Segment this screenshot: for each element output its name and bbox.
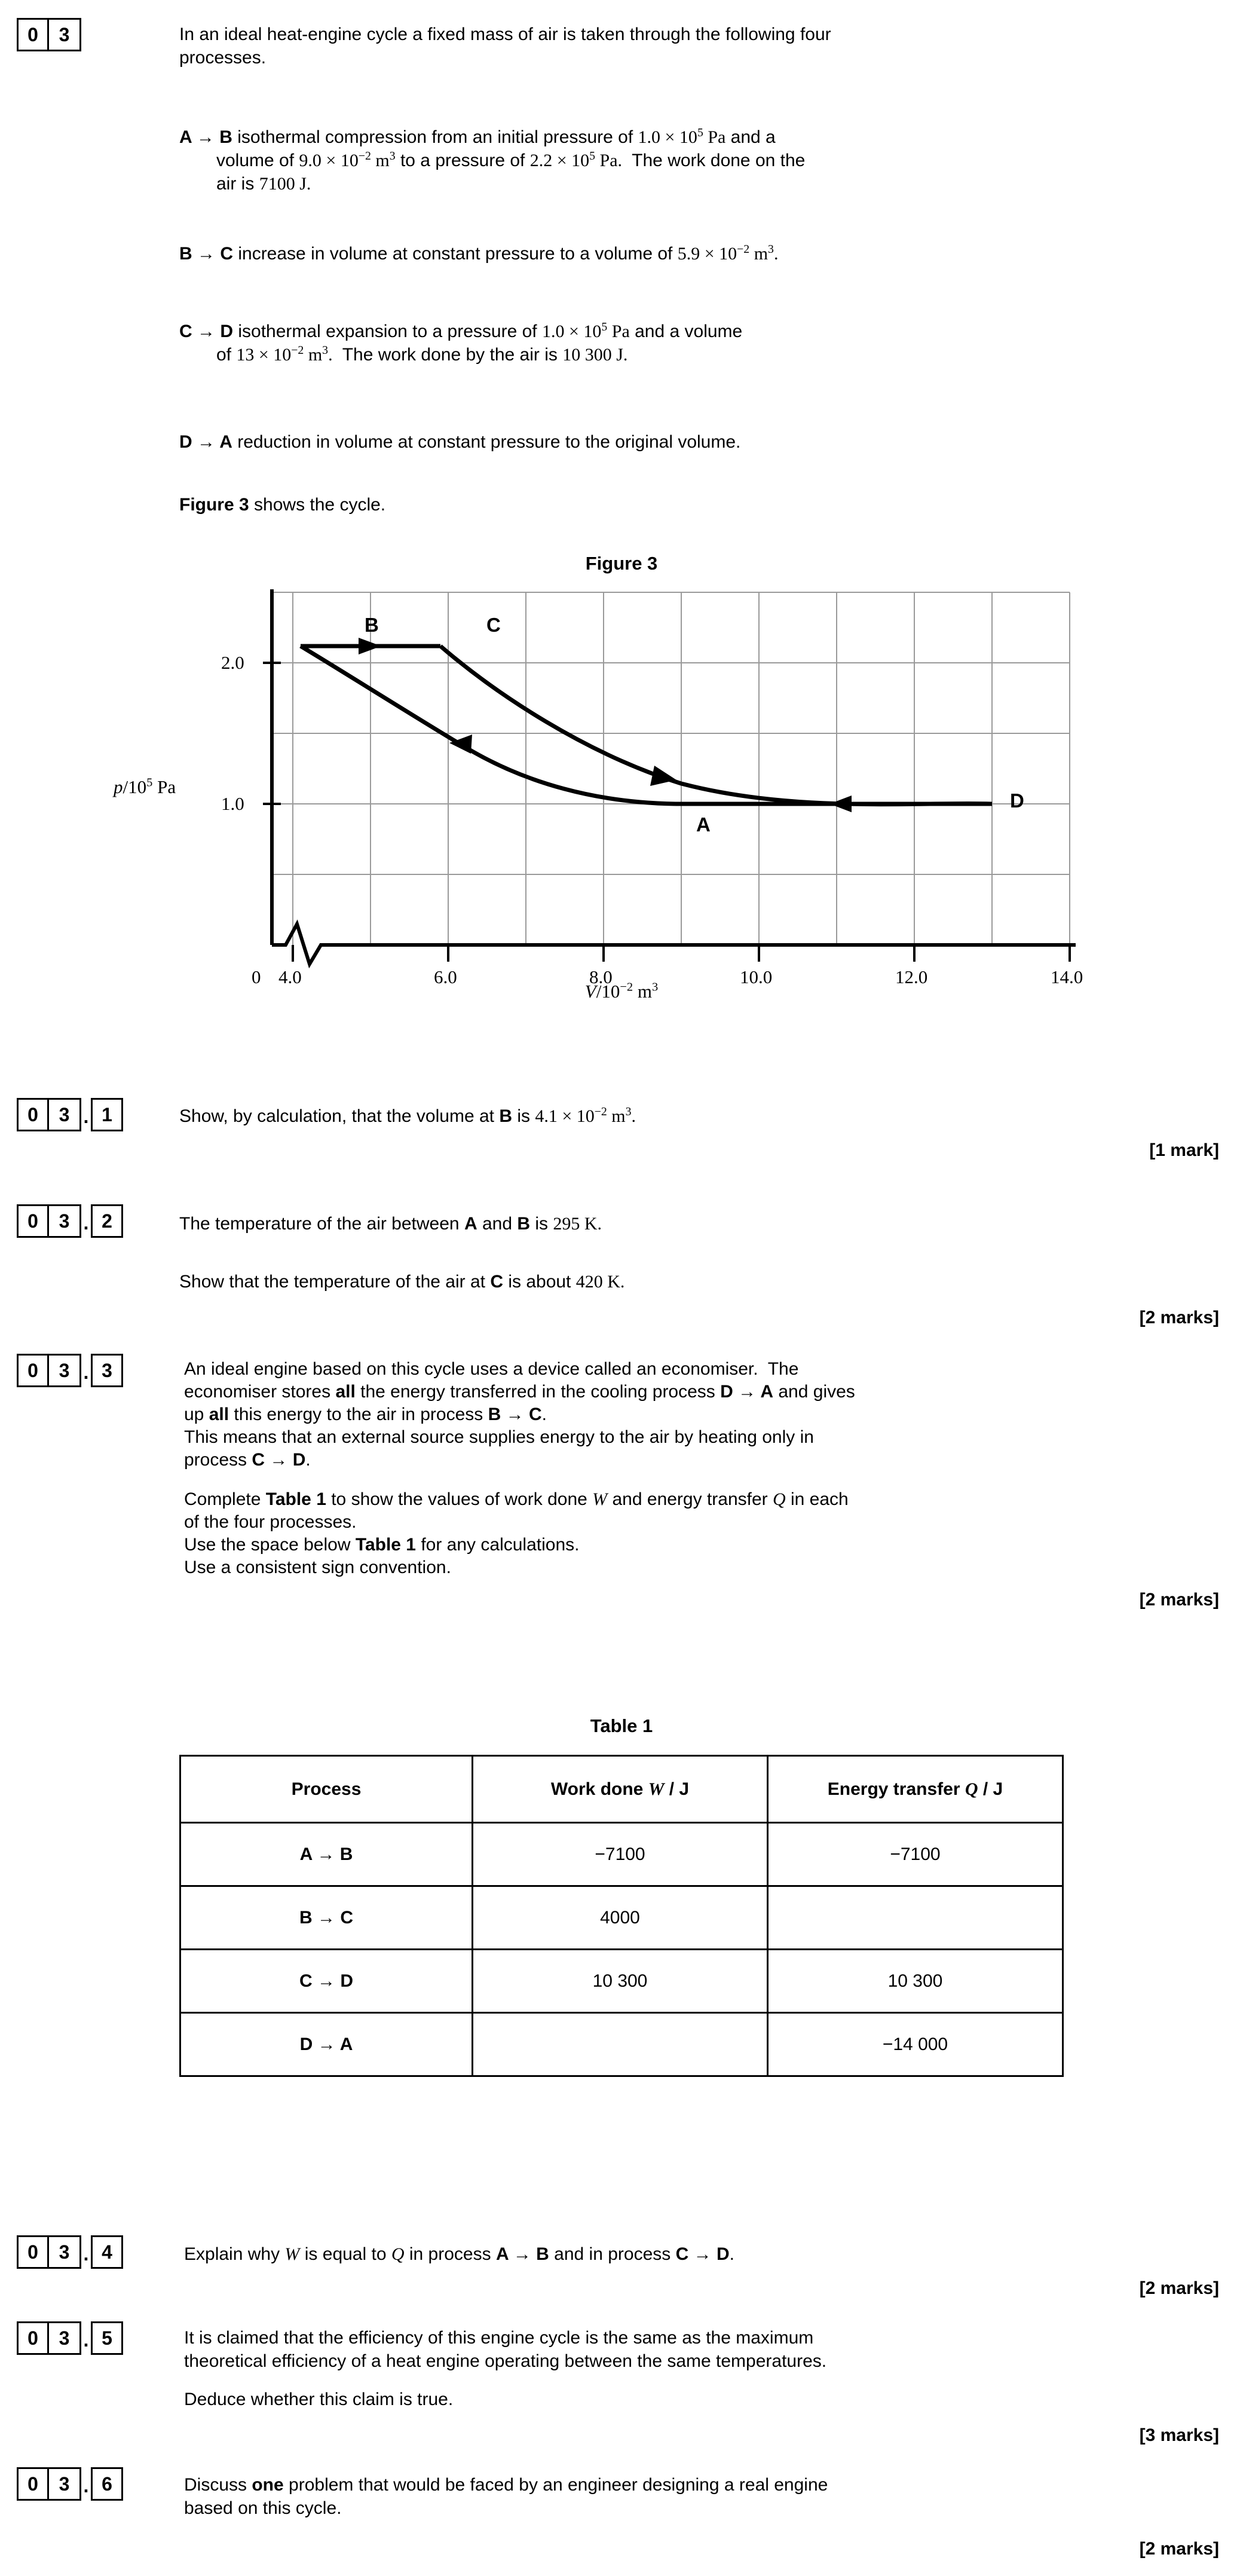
- process-b-c-label: B → C: [179, 244, 233, 264]
- q3-6-paragraph: [184, 2473, 1218, 2520]
- table-cell-work[interactable]: [473, 2013, 768, 2076]
- q3-1-text: Show, by calculation, that the volume at B is $4.1 \times 10^{-2}$ $m^3$.: [179, 1105, 636, 1126]
- x-tick-label-10.0: 10.0: [740, 966, 773, 987]
- process-b-c: [179, 242, 1207, 265]
- question-number-03-6: [17, 2467, 123, 2501]
- table-cell-energy[interactable]: −14 000: [767, 2013, 1063, 2076]
- figure-3-reference: [179, 493, 385, 516]
- process-c-d-label: C → D: [179, 322, 233, 341]
- q3-3-p2-line-1: Complete Table 1 to show the values of work done W and energy transfer Q in each: [184, 1489, 849, 1509]
- point-label-B: B: [365, 614, 379, 636]
- q3-2-line-1: The temperature of the air between A and B is 295 K.: [179, 1214, 602, 1234]
- x-tick-label-14.0: 14.0: [1051, 966, 1083, 987]
- qnum-03-5-digit-2: 3: [49, 2321, 81, 2355]
- figure-3-ref-rest: shows the cycle.: [249, 495, 386, 515]
- figure-3: [0, 553, 1243, 1002]
- table-1: [179, 1755, 1064, 2077]
- process-a-b: [179, 126, 1207, 195]
- qnum-03-2-dot: .: [83, 1212, 89, 1234]
- q3-6-marks: [2 marks]: [1139, 2539, 1219, 2559]
- point-label-D: D: [1010, 790, 1024, 812]
- q3-2-marks: [2 marks]: [1139, 1308, 1219, 1327]
- q3-3-p2-line-3: Use the space below Table 1 for any calculations.: [184, 1535, 580, 1555]
- q3-6-line-2: based on this cycle.: [184, 2498, 342, 2518]
- x-tick-label-12.0: 12.0: [895, 966, 928, 987]
- qnum-03-6-digit-2: 3: [49, 2467, 81, 2501]
- table-cell-work[interactable]: −7100: [473, 1823, 768, 1886]
- q3-4-text: Explain why W is equal to Q in process A → B and in process C → D.: [184, 2244, 734, 2264]
- table-header-process: Process: [180, 1756, 473, 1823]
- qnum-03-1-dot: .: [83, 1106, 89, 1127]
- table-cell-process: B → C: [180, 1886, 473, 1950]
- process-b-c-line-1: increase in volume at constant pressure to a volume of $5.9 \times 10^{-2}$ $m^3$.: [238, 243, 779, 264]
- qnum-03-2-digit-2: 3: [49, 1204, 81, 1238]
- q3-5-paragraph: [184, 2326, 1218, 2373]
- process-a-b-line-3: air is 7100 J.: [216, 174, 311, 194]
- table-cell-energy[interactable]: 10 300: [767, 1950, 1063, 2013]
- table-cell-process: C → D: [180, 1950, 473, 2013]
- figure-3-title: Figure 3: [585, 553, 658, 574]
- q3-5-line-3: Deduce whether this claim is true.: [184, 2390, 454, 2409]
- y-tick-label-2.0: 2.0: [221, 652, 244, 673]
- q3-3-p1-line-1: An ideal engine based on this cycle uses a device called an economiser. The: [184, 1359, 799, 1379]
- table-cell-energy[interactable]: −7100: [767, 1823, 1063, 1886]
- y-tick-label-1.0: 1.0: [221, 793, 244, 814]
- x-tick-label-0: 0: [252, 966, 261, 987]
- qnum-03-3-dot: .: [83, 1362, 89, 1383]
- x-axis-label-var: V: [584, 981, 596, 1002]
- question-number-03-5: [17, 2321, 123, 2355]
- q3-2-line-2: Show that the temperature of the air at C is about 420 K.: [179, 1272, 625, 1292]
- qnum-03-2-digit-1: 0: [17, 1204, 49, 1238]
- table-1-block: [0, 1715, 1243, 2077]
- point-label-A: A: [696, 813, 711, 836]
- q3-3-p1-line-3: up all this energy to the air in process B → C.: [184, 1405, 547, 1425]
- table-header-work: Work done W / J: [473, 1756, 768, 1823]
- x-tick-label-6.0: 6.0: [434, 966, 457, 987]
- q3-3-marks: [2 marks]: [1139, 1590, 1219, 1610]
- table-row: [180, 2013, 1063, 2076]
- q3-1-marks: [1 mark]: [1149, 1140, 1219, 1160]
- table-row: [180, 1886, 1063, 1950]
- qnum-digit-1: 0: [17, 18, 49, 51]
- y-axis-label-exp: 5: [146, 776, 153, 790]
- path-c-to-d: [440, 646, 992, 804]
- qnum-03-4-dot: .: [83, 2243, 89, 2265]
- figure-3-ref-bold: Figure 3: [179, 495, 249, 515]
- q3-3-p2-line-2: of the four processes.: [184, 1512, 357, 1532]
- qnum-03-2-digit-3: 2: [91, 1204, 123, 1238]
- q3-3-p1-line-2: economiser stores all the energy transferred in the cooling process D → A and gives: [184, 1382, 855, 1402]
- qnum-03-5-digit-1: 0: [17, 2321, 49, 2355]
- qnum-03-4-digit-1: 0: [17, 2235, 49, 2269]
- q3-5-line-2: theoretical efficiency of a heat engine operating between the same temperatures.: [184, 2351, 827, 2371]
- q3-stem-line-1: In an ideal heat-engine cycle a fixed mass of air is taken through the following four: [179, 25, 831, 44]
- q3-3-paragraph-2: [184, 1488, 1218, 1579]
- q3-3-p1-line-5: process C → D.: [184, 1450, 311, 1470]
- point-label-C: C: [486, 614, 501, 636]
- y-axis-label-rest: /10: [123, 776, 147, 797]
- process-a-b-line-1: isothermal compression from an initial pressure of $1.0 \times 10^5$ Pa and a: [237, 126, 776, 147]
- y-axis-label-var: p: [114, 776, 123, 797]
- qnum-03-1-digit-2: 3: [49, 1098, 81, 1131]
- table-row: [180, 1823, 1063, 1886]
- process-c-d-line-2: of $13 \times 10^{-2}$ $m^3$. The work done by the air is 10 300 J.: [216, 344, 628, 365]
- qnum-03-6-digit-3: 6: [91, 2467, 123, 2501]
- process-d-a-line-1: reduction in volume at constant pressure to the original volume.: [237, 432, 741, 452]
- qnum-03-3-digit-1: 0: [17, 1354, 49, 1387]
- qnum-03-6-dot: .: [83, 2475, 89, 2497]
- question-number-03-1: [17, 1098, 123, 1131]
- x-axis-label-exp: −2: [620, 980, 633, 994]
- q3-stem: [179, 23, 1195, 69]
- question-number-03: [17, 18, 81, 51]
- y-axis-label: [114, 776, 176, 798]
- process-d-a: [179, 430, 1207, 454]
- x-tick-label-4.0: 4.0: [278, 966, 302, 987]
- qnum-03-3-digit-2: 3: [49, 1354, 81, 1387]
- y-axis-label-unit: Pa: [152, 776, 176, 797]
- q3-5-line-1: It is claimed that the efficiency of this engine cycle is the same as the maximum: [184, 2328, 814, 2348]
- table-cell-process: A → B: [180, 1823, 473, 1886]
- pv-diagram-svg: [0, 574, 1243, 1005]
- q3-5-marks: [3 marks]: [1139, 2425, 1219, 2445]
- qnum-03-5-dot: .: [83, 2329, 89, 2351]
- process-a-b-label: A → B: [179, 127, 232, 147]
- table-header-energy: Energy transfer Q / J: [767, 1756, 1063, 1823]
- q3-3-paragraph-1: [184, 1358, 1218, 1471]
- q3-3-p2-line-4: Use a consistent sign convention.: [184, 1558, 451, 1578]
- x-axis-label-unit: m: [633, 981, 652, 1002]
- table-cell-process: D → A: [180, 2013, 473, 2076]
- table-cell-work[interactable]: 10 300: [473, 1950, 768, 2013]
- q3-4-marks: [2 marks]: [1139, 2278, 1219, 2298]
- qnum-03-3-digit-3: 3: [91, 1354, 123, 1387]
- x-tick-label-8.0: 8.0: [589, 966, 613, 987]
- table-1-title: Table 1: [590, 1715, 653, 1736]
- process-d-a-label: D → A: [179, 432, 232, 452]
- qnum-03-1-digit-3: 1: [91, 1098, 123, 1131]
- x-axis-label-unit-exp: 3: [651, 980, 659, 994]
- x-axis-label: [0, 981, 1243, 1002]
- qnum-03-4-digit-2: 3: [49, 2235, 81, 2269]
- qnum-03-5-digit-3: 5: [91, 2321, 123, 2355]
- process-a-b-line-2: volume of $9.0 \times 10^{-2}$ $m^3$ to a pressure of $2.2 \times 10^5$ Pa. The work done on the: [216, 149, 806, 170]
- x-axis-label-rest: /10: [596, 981, 620, 1002]
- q3-stem-line-2: processes.: [179, 48, 267, 68]
- qnum-digit-2: 3: [49, 18, 81, 51]
- x-tick-marks: [293, 945, 1070, 962]
- figure-3-plot: [0, 574, 1243, 993]
- qnum-03-4-digit-3: 4: [91, 2235, 123, 2269]
- q3-6-line-1: Discuss one problem that would be faced by an engineer designing a real engine: [184, 2475, 828, 2495]
- qnum-03-1-digit-1: 0: [17, 1098, 49, 1131]
- process-c-d-line-1: isothermal expansion to a pressure of $1.0 \times 10^5$ Pa and a volume: [238, 320, 743, 341]
- table-header-row: [180, 1756, 1063, 1823]
- qnum-03-6-digit-1: 0: [17, 2467, 49, 2501]
- table-row: [180, 1950, 1063, 2013]
- arrow-d-to-a: [829, 796, 852, 812]
- path-a-to-b: [301, 646, 675, 804]
- table-cell-work[interactable]: 4000: [473, 1886, 768, 1950]
- question-number-03-3: [17, 1354, 123, 1387]
- question-number-03-2: [17, 1204, 123, 1238]
- process-c-d: [179, 320, 1207, 366]
- table-cell-energy[interactable]: [767, 1886, 1063, 1950]
- question-number-03-4: [17, 2235, 123, 2269]
- q3-3-p1-line-4: This means that an external source supplies energy to the air by heating only in: [184, 1427, 814, 1448]
